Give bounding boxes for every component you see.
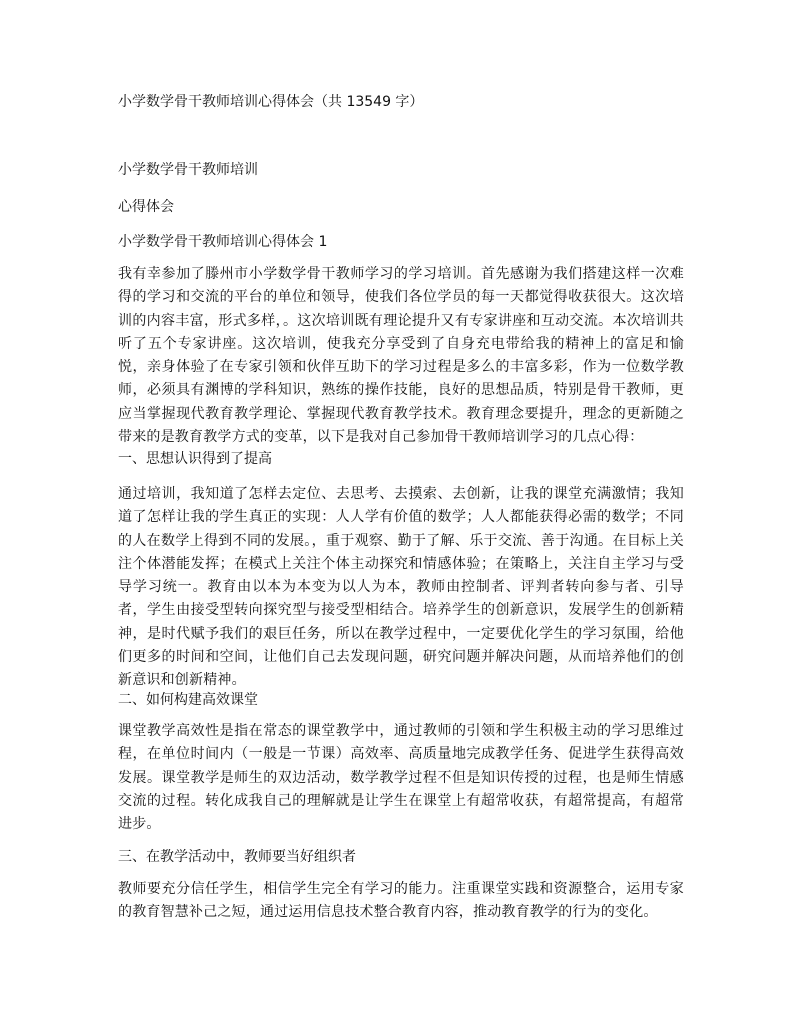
section1-paragraph: 通过培训，我知道了怎样去定位、去思考、去摸索、去创新，让我的课堂充满激情；我知道了怎样让我的学生真正的实现：人人学有价值的数学；人人都能获得必需的数学；不同的人在数学上得到不同的发展。，重于观察、勤于了解、乐于交流、善于沟通。在目标上关注个体潜能发挥；在模式上关注个体主动探究和情感体验；在策略上，关注自主学习与受导学习统一。教育由以本为本变为以人为本，教师由控制者、评判者转向参与者、引导者，学生由接受型转向探究型与接受型相结合。培养学生的创新意识，发展学生的创新精神，是时代赋予我们的艰巨任务，所以在教学过程中，一定要优化学生的学习氛围，给他们更多的时间和空间，让他们自己去发现问题，研究问题并解决问题，从而培养他们的创新意识和创新精神。 [118,486,684,689]
sub-heading: 心得体会 [118,199,174,215]
document-title: 小学数学骨干教师培训心得体会（共 13549 字） [118,94,424,110]
main-heading: 小学数学骨干教师培训 [118,162,258,178]
section2-heading: 二、如何构建高效课堂 [118,692,258,708]
article-heading: 小学数学骨干教师培训心得体会 1 [118,234,328,250]
section1-heading: 一、思想认识得到了提高 [118,451,272,467]
section3-paragraph: 教师要充分信任学生，相信学生完全有学习的能力。注重课堂实践和资源整合，运用专家的教育智慧补己之短，通过运用信息技术整合教育内容，推动教育教学的行为的变化。 [118,881,684,921]
section2-paragraph: 课堂教学高效性是指在常态的课堂教学中，通过教师的引领和学生积极主动的学习思维过程，在单位时间内（一般是一节课）高效率、高质量地完成教学任务、促进学生获得高效发展。课堂教学是师生的双边活动，数学教学过程不但是知识传授的过程，也是师生情感交流的过程。转化成我自己的理解就是让学生在课堂上有超常收获，有超常提高，有超常进步。 [118,723,684,833]
intro-paragraph: 我有幸参加了滕州市小学数学骨干教师学习的学习培训。首先感谢为我们搭建这样一次难得的学习和交流的平台的单位和领导，使我们各位学员的每一天都觉得收获很大。这次培训的内容丰富，形式多样，。这次培训既有理论提升又有专家讲座和互动交流。本次培训共听了五个专家讲座。这次培训，使我充分享受到了自身充电带给我的精神上的富足和愉悦，亲身体验了在专家引领和伙伴互助下的学习过程是多么的丰富多彩，作为一位数学教师，必须具有渊博的学科知识，熟练的操作技能，良好的思想品质，特别是骨干教师，更应当掌握现代教育教学理论、掌握现代教育教学技术。教育理念要提升，理念的更新随之带来的是教育教学方式的变革，以下是我对自己参加骨干教师培训学习的几点心得： [118,266,684,446]
section3-heading: 三、在教学活动中，教师要当好组织者 [118,849,356,865]
